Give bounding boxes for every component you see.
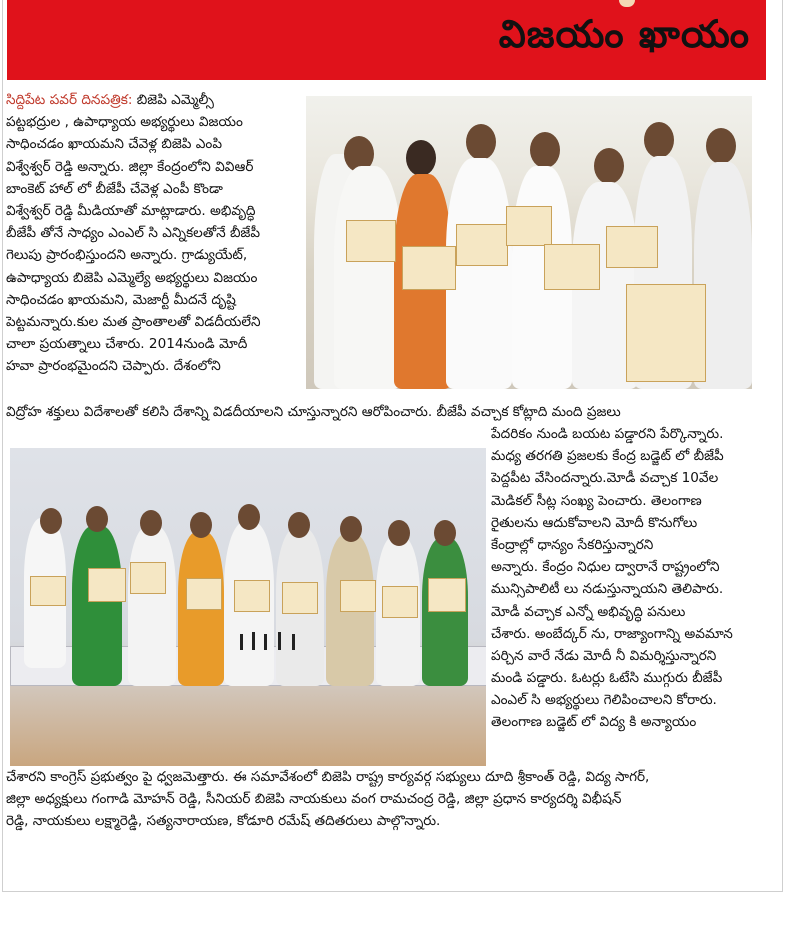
photo-booklet-release [306, 96, 752, 389]
booklet [382, 586, 418, 618]
person-head [644, 122, 674, 158]
photo-press-conference [10, 448, 486, 766]
person-head [340, 516, 362, 542]
booklet [340, 580, 376, 612]
person-head [40, 508, 62, 534]
article-line: హవా ప్రారంభమైందని చెప్పారు. దేశంలోని [6, 358, 221, 375]
article-line: సాధించడం ఖాయమని చేవెళ్ల బిజెపి ఎంపి [6, 136, 222, 153]
person-head [406, 140, 436, 176]
article-full-width-1 [6, 401, 766, 423]
person-head [288, 512, 310, 538]
booklet [88, 568, 126, 602]
person-head [238, 504, 260, 530]
booklet [234, 580, 270, 612]
person-head [388, 520, 410, 546]
article-line: రైతులను ఆదుకోవాలని మోదీ కొనుగోలు [491, 514, 698, 531]
booklet [606, 226, 658, 268]
person-head [530, 132, 560, 168]
person-head [140, 510, 162, 536]
article-line: పెద్దపీట వేసిందన్నారు.మోడీ వచ్చాక 10వేల [491, 470, 719, 487]
microphone [252, 632, 255, 650]
article-line: చేశారు. అంబేద్కర్ ను, రాజ్యాంగాన్ని అవమాన [491, 625, 733, 642]
article-line: ఎంఎల్ సి అభ్యర్థులు గెలిపించాలని కోరారు. [491, 692, 717, 709]
person-head [86, 506, 108, 532]
article-line: చాలా ప్రయత్నాలు చేశారు. 2014నుండి మోదీ [6, 336, 248, 353]
microphone [240, 634, 243, 650]
article-line: పర్చిన వారే నేడు మోదీ నీ విమర్శిస్తున్నారని [491, 647, 717, 664]
booklet [456, 224, 508, 266]
microphone [264, 634, 267, 650]
person-head [190, 512, 212, 538]
person-head [466, 124, 496, 160]
article-full-width-2 [6, 766, 766, 833]
person-figure [422, 538, 468, 686]
article-line: మోడీ వచ్చాక ఎన్నో అభివృద్ధి పనులు [491, 603, 686, 620]
article-line: జిల్లా అధ్యక్షులు గంగాడి మోహన్ రెడ్డి, సీనియర్ బిజెపి నాయకులు వంగ రామచంద్ర రెడ్డి, జిల్లా ప్రధాన కార్యదర్శి విభీషన్ [6, 791, 622, 808]
article-line: అన్నారు. కేంద్రం నిధుల ద్వారానే రాష్ట్రంలోని [491, 559, 720, 576]
person-figure [128, 526, 176, 686]
person-figure [334, 166, 402, 389]
booklet [402, 246, 456, 290]
booklet [130, 562, 166, 594]
article-line: పట్టభద్రుల , ఉపాధ్యాయ అభ్యర్థులు విజయం [6, 114, 243, 131]
article-line-0: సిద్దిపేట పవర్ దినపత్రిక: బిజెపి ఎమ్మెల్సీ [6, 92, 214, 108]
article-line: మున్సిపాలిటీ లు నడుస్తున్నాయని తెలిపారు. [491, 581, 724, 598]
headline-banner [7, 0, 766, 80]
headline-title: విజయం ఖాయం [498, 12, 750, 56]
booklet [282, 582, 318, 614]
article-byline: సిద్దిపేట పవర్ దినపత్రిక: [6, 92, 133, 108]
article-line: బాంకెట్ హాల్ లో బీజేపీ చేవెళ్ల ఎంపీ కొండా [6, 180, 223, 197]
article-line: విశ్వేశ్వర్ రెడ్డి అన్నారు. జిల్లా కేంద్రంలోని వివిఆర్ [6, 158, 254, 175]
article-line: విశ్వేశ్వర్ రెడ్డి మీడియాతో మాట్లాడారు. అభివృద్ధి [6, 202, 256, 219]
article-line: తెలంగాణ బడ్జెట్ లో విద్య కి అన్యాయం [491, 714, 697, 731]
microphone [292, 634, 295, 650]
person-head [594, 148, 624, 184]
booklet [626, 284, 706, 382]
article-line: పేదరికం నుండి బయట పడ్డారని పేర్కొన్నారు. [491, 426, 724, 442]
article-right-column [491, 423, 767, 734]
article-line: మండి పడ్డారు. ఓటర్లు ఓటేసి ముగ్గురు బీజేపీ [491, 670, 723, 687]
article-line: రెడ్డి, నాయకులు లక్ష్మారెడ్డి, సత్యనారాయణ, కోడూరి రమేష్ తదితరులు పాల్గొన్నారు. [6, 813, 441, 830]
banner-ornament [619, 0, 635, 7]
article-line: మెడికల్ సీట్ల సంఖ్య పెంచారు. తెలంగాణ [491, 492, 702, 509]
article-line: విద్రోహ శక్తులు విదేశాలతో కలిసి దేశాన్ని విడదీయాలని చూస్తున్నారని ఆరోపించారు. బీజేపీ వచ్చాక కోట్లాది మంది ప్రజలు [6, 404, 621, 420]
article-line: కేంద్రాల్లో ధాన్యం సేకరిస్తున్నారని [491, 536, 654, 553]
booklet [544, 244, 600, 290]
article-line: గెలుపు ప్రారంభిస్తుందని అన్నారు. గ్రాడ్యుయేట్, [6, 247, 248, 264]
article-line: బీజేపీ తోనే సాధ్యం ఎంఎల్ సి ఎన్నికలతోనే బీజేపీ [6, 225, 261, 242]
article-left-column [6, 89, 302, 377]
article-line: చేశారని కాంగ్రెస్ ప్రభుత్వం పై ధ్వజమెత్తారు. ఈ సమావేశంలో బిజెపి రాష్ట్ర కార్యవర్గ సభ్యులు దూది శ్రీకాంత్ రెడ్డి, విద్య సాగర్, [6, 769, 650, 785]
article-line: మధ్య తరగతి ప్రజలకు కేంద్ర బడ్జెట్ లో బీజేపీ [491, 448, 724, 465]
booklet [186, 578, 222, 610]
person-figure [72, 526, 122, 686]
booklet [346, 220, 396, 262]
booklet [30, 576, 66, 606]
article-line: సాధించడం ఖాయమని, మెజార్టీ మీదనే దృష్టి [6, 291, 236, 308]
booklet [428, 578, 466, 612]
article-line: పెట్టమన్నారు.కుల మత ప్రాంతాలతో విడదీయలేని [6, 313, 261, 330]
person-head [434, 520, 456, 546]
microphone [278, 632, 281, 650]
booklet [506, 206, 552, 246]
article-line: ఉపాధ్యాయ బిజెపి ఎమ్మెల్యే అభ్యర్థులు విజయం [6, 269, 258, 286]
person-head [706, 128, 736, 164]
